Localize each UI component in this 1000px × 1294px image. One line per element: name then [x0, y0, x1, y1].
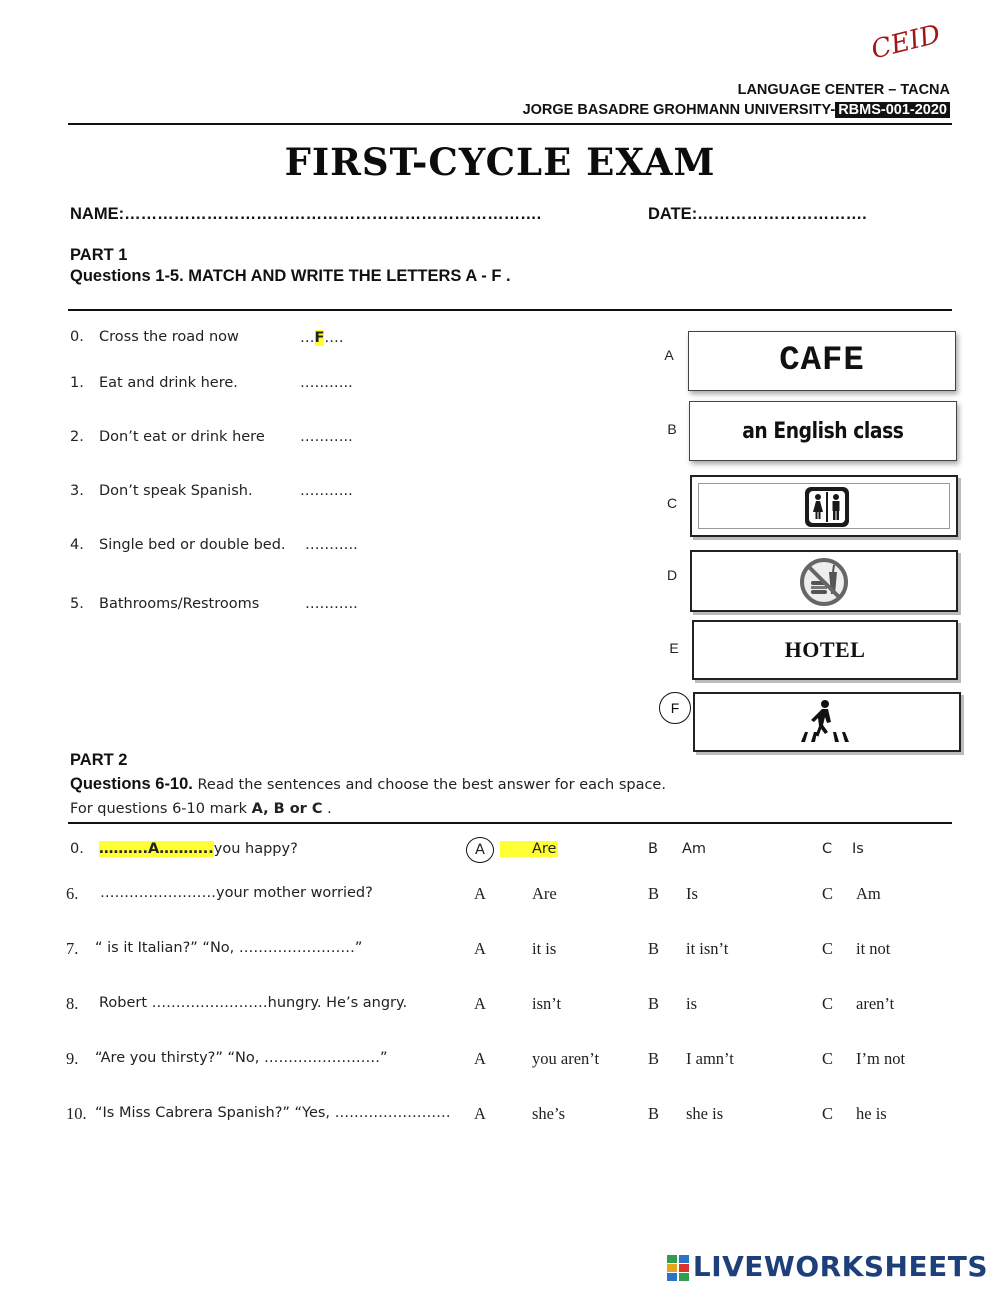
p1-q2-text: Don’t eat or drink here — [99, 429, 265, 445]
p1-q4-answer-blank[interactable]: ……….. — [305, 537, 358, 553]
p1-q4-text: Single bed or double bed. — [99, 537, 286, 553]
ceid-logo: CEID — [868, 19, 944, 66]
liveworksheets-brand — [667, 1250, 988, 1283]
liveworksheets-text: LIVEWORKSHEETS — [692, 1250, 988, 1283]
p2-q10-num: 10. — [66, 1104, 87, 1123]
part2-divider — [68, 822, 952, 824]
part2-instructions-bold: Questions 6-10. — [70, 775, 193, 793]
p2-example-text — [99, 841, 298, 857]
p2-q10-option-a-letter[interactable]: A — [474, 1104, 486, 1123]
p1-example-text: Cross the road now — [99, 329, 239, 345]
p2-q7-option-a-letter[interactable]: A — [474, 939, 486, 958]
p2-q7-option-a-text[interactable]: it is — [532, 939, 557, 958]
sign-a-cafe — [688, 331, 956, 391]
part2-mark-bold: A, B or C — [251, 801, 323, 817]
p2-q8-text: Robert ……………………hungry. He’s angry. — [99, 995, 408, 1011]
p2-example-option-c-text: Is — [852, 841, 864, 857]
p2-q7-text: “ is it Italian?” “No, ……………………” — [95, 940, 363, 956]
p2-q9-option-c-text[interactable]: I’m not — [856, 1049, 906, 1068]
p1-q1-num: 1. — [70, 375, 84, 391]
p2-q8-option-b-text[interactable]: is — [686, 994, 698, 1013]
p2-q8-option-c-text[interactable]: aren’t — [856, 994, 895, 1013]
p1-q2-answer-blank[interactable]: ……….. — [300, 429, 353, 445]
p2-example-sentence: you happy? — [213, 841, 298, 857]
p2-q10-text: “Is Miss Cabrera Spanish?” “Yes, …………………… — [95, 1105, 451, 1121]
p2-q7-num: 7. — [66, 939, 79, 958]
p2-q9-option-a-letter[interactable]: A — [474, 1049, 486, 1068]
p1-q4-num: 4. — [70, 537, 84, 553]
p2-example-option-b-letter: B — [648, 841, 658, 857]
p2-q6-num: 6. — [66, 884, 79, 903]
p2-q10-option-a-text[interactable]: she’s — [532, 1104, 565, 1123]
p2-q7-option-b-letter[interactable]: B — [648, 939, 660, 958]
sign-e-label: E — [669, 640, 679, 656]
exam-title: FIRST-CYCLE EXAM — [284, 140, 716, 184]
sign-f-crossing — [693, 692, 961, 752]
date-field[interactable]: DATE:…………………………. — [648, 205, 867, 223]
sign-d-no-food — [690, 550, 958, 612]
p1-example-num: 0. — [70, 329, 84, 345]
p2-q9-num: 9. — [66, 1049, 79, 1068]
sign-b-label: B — [667, 421, 677, 437]
p2-q7-option-c-letter[interactable]: C — [822, 939, 834, 958]
p2-example-option-a-circled — [466, 837, 494, 863]
sign-e-text: HOTEL — [784, 637, 866, 662]
university-name: JORGE BASADRE GROHMANN UNIVERSITY- — [522, 102, 836, 118]
p1-example-answer — [300, 330, 344, 346]
p2-q8-option-a-letter[interactable]: A — [474, 994, 486, 1013]
p1-example-blank-right: …. — [324, 330, 344, 346]
p2-q9-option-b-letter[interactable]: B — [648, 1049, 660, 1068]
no-food-drink-icon — [798, 557, 850, 607]
part2-mark-prefix: For questions 6-10 mark — [70, 801, 252, 817]
sign-f-label-circled — [659, 692, 691, 724]
institution-line1: LANGUAGE CENTER – TACNA — [737, 82, 950, 98]
p2-q10-option-b-text[interactable]: she is — [686, 1104, 724, 1123]
p2-q6-option-c-text[interactable]: Am — [856, 884, 881, 903]
p2-q10-option-b-letter[interactable]: B — [648, 1104, 660, 1123]
p2-q6-option-a-letter[interactable]: A — [474, 884, 486, 903]
p1-q1-answer-blank[interactable]: ……….. — [300, 375, 353, 391]
p2-q6-option-c-letter[interactable]: C — [822, 884, 834, 903]
institution-line2 — [523, 102, 950, 118]
p2-example-option-b-text: Am — [682, 841, 707, 857]
document-code: RBMS-001-2020 — [835, 102, 950, 118]
p2-q6-option-b-text[interactable]: Is — [686, 884, 698, 903]
p2-q6-option-a-text[interactable]: Are — [532, 884, 557, 903]
p2-example-blank: ……….A……….. — [99, 841, 214, 857]
part2-instructions-rest: Read the sentences and choose the best answer for each space. — [192, 777, 666, 793]
p2-q8-num: 8. — [66, 994, 79, 1013]
p1-q3-num: 3. — [70, 483, 84, 499]
sign-b-english-class — [689, 401, 957, 461]
part2-heading: PART 2 — [70, 751, 128, 769]
sign-c-label: C — [666, 495, 678, 511]
p1-q3-text: Don’t speak Spanish. — [99, 483, 253, 499]
p1-q5-num: 5. — [70, 596, 84, 612]
p1-q3-answer-blank[interactable]: ……….. — [300, 483, 353, 499]
part2-mark-suffix: . — [322, 801, 332, 817]
p1-q1-text: Eat and drink here. — [99, 375, 238, 391]
p2-q8-option-b-letter[interactable]: B — [648, 994, 660, 1013]
p2-example-num: 0. — [70, 841, 84, 857]
part2-instructions — [70, 775, 666, 794]
pedestrian-crossing-icon — [797, 698, 853, 744]
p1-q5-answer-blank[interactable]: ……….. — [305, 596, 358, 612]
p2-q7-option-c-text[interactable]: it not — [856, 939, 891, 958]
p1-q2-num: 2. — [70, 429, 84, 445]
p2-example-option-a-letter: A — [475, 842, 485, 858]
p2-example-option-a-text: Are — [500, 841, 558, 857]
name-field[interactable]: NAME:…………………………………………………………………. — [70, 205, 542, 223]
p2-q7-option-b-text[interactable]: it isn’t — [686, 939, 729, 958]
p1-q5-text: Bathrooms/Restrooms — [99, 596, 260, 612]
p2-q6-text: ……………………your mother worried? — [100, 885, 373, 901]
p2-q10-option-c-letter[interactable]: C — [822, 1104, 834, 1123]
p1-example-blank-left: … — [300, 330, 315, 346]
part1-heading: PART 1 — [70, 246, 128, 264]
restroom-icon — [804, 486, 850, 528]
p1-example-letter: F — [314, 330, 325, 346]
p2-q9-text: “Are you thirsty?” “No, ……………………” — [95, 1050, 388, 1066]
p2-q8-option-c-letter[interactable]: C — [822, 994, 834, 1013]
liveworksheets-logo-icon — [667, 1255, 689, 1281]
sign-e-hotel — [692, 620, 958, 680]
p2-q10-option-c-text[interactable]: he is — [856, 1104, 887, 1123]
p2-q6-option-b-letter[interactable]: B — [648, 884, 660, 903]
p2-q9-option-c-letter[interactable]: C — [822, 1049, 834, 1068]
sign-c-restroom — [690, 475, 958, 537]
sign-d-label: D — [666, 567, 678, 583]
sign-a-label: A — [664, 347, 674, 363]
p2-q9-option-b-text[interactable]: I amn’t — [686, 1049, 734, 1068]
p2-q9-option-a-text[interactable]: you aren’t — [532, 1049, 600, 1068]
header-divider — [68, 123, 952, 125]
part2-mark-instructions — [70, 801, 332, 817]
sign-a-text: CAFE — [779, 342, 865, 380]
sign-b-text: an English class — [742, 418, 904, 444]
p2-example-option-c-letter: C — [822, 841, 833, 857]
part1-divider — [68, 309, 952, 311]
part1-instructions: Questions 1-5. MATCH AND WRITE THE LETTERS A - F . — [70, 267, 511, 285]
sign-f-letter: F — [670, 700, 680, 716]
p2-q8-option-a-text[interactable]: isn’t — [532, 994, 562, 1013]
